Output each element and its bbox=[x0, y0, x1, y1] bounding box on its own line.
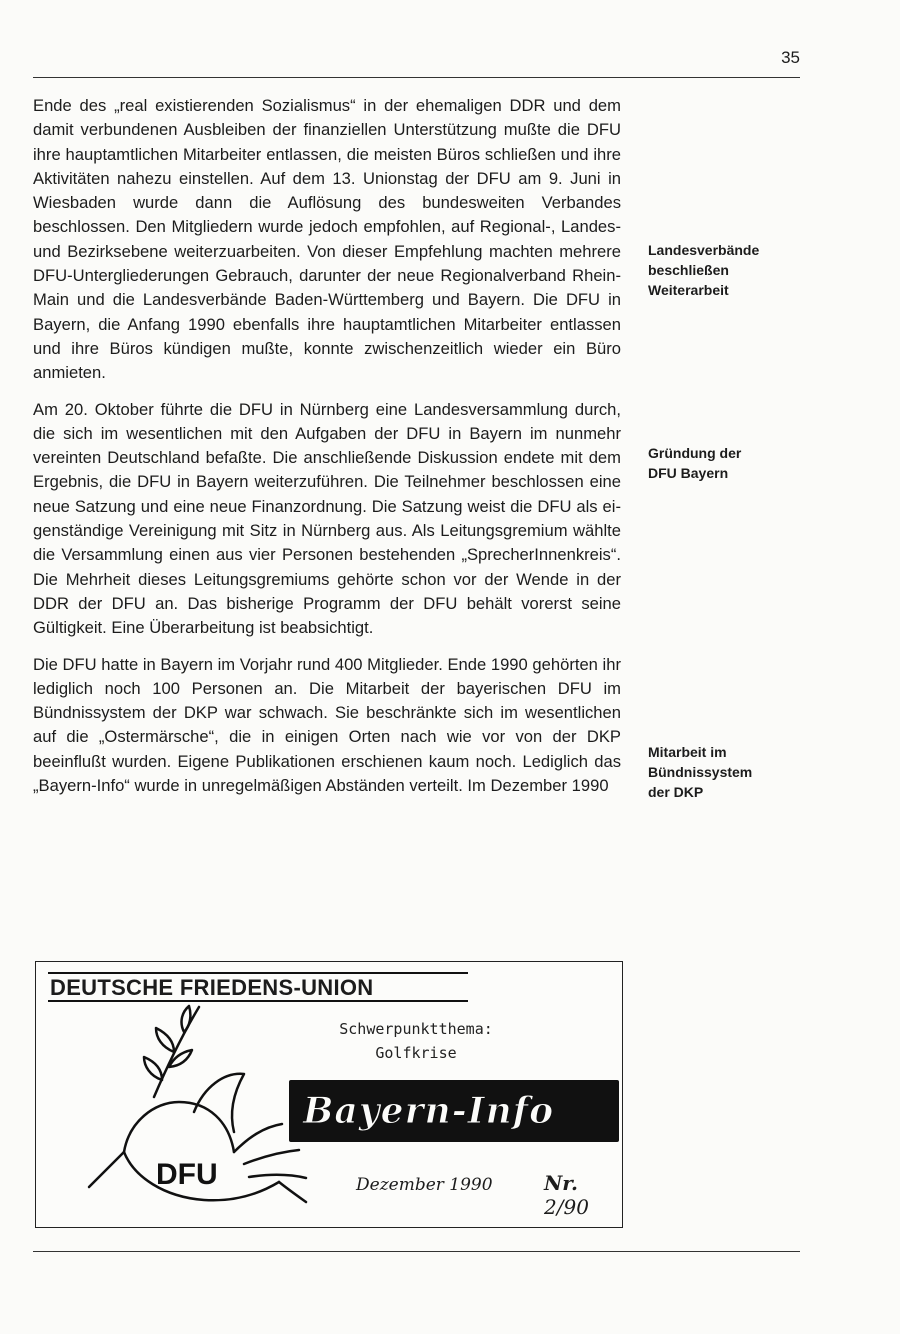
topic-value: Golfkrise bbox=[375, 1044, 457, 1062]
footer-rule bbox=[33, 1251, 800, 1252]
margin-note-gruendung: Gründung der DFU Bayern bbox=[648, 445, 742, 481]
header-rule bbox=[33, 77, 800, 78]
masthead bbox=[48, 972, 468, 1002]
paragraph-3: Die DFU hatte in Bayern im Vorjahr rund 400 Mitglieder. Ende 1990 gehörten ihr lediglich noch 100 Personen an. Die Mitarbeit der bayerischen DFU im Bündnissystem der DKP war schwach. Sie beschränkte sich im wesentlichen auf die „Ostermärsche“, die in einigen Orten nach wie vor von der DKP beeinflußt wurden. Eigene Publikationen erschienen kaum noch. Lediglich das „Bayern-Info“ wurde in unregelmäßigen Abständen verteilt. Im Dezember 1990 bbox=[33, 654, 621, 796]
topic-block bbox=[316, 1017, 516, 1065]
paragraph-2: Am 20. Oktober führte die DFU in Nürnberg eine Landesversammlung durch, die sich im wesentlichen mit den Aufgaben der DFU in Bayern im nunmehr vereinten Deutschland befaßte. Die anschließende Diskussion endete mit dem Ergebnis, die DFU in Bayern weiterzuführen. Die Teilnehmer beschlossen eine neue Satzung und eine neue Finanzordnung. Die Satzung weist die DFU als eigenständige Vereinigung mit Sitz in Nürnberg aus. Als Leitungsgremium wählte die Versammlung einen aus vier Personen bestehenden „SprecherInnenkreis“. Die Mehrheit dieses Leitungsgremiums gehörte schon vor der Wende in der DDR der DFU an. Das bisherige Programm der DFU behält vorerst seine Gültigkeit. Eine Überarbeitung ist beabsichtigt. bbox=[33, 399, 621, 638]
masthead-text: DEUTSCHE FRIEDENS-UNION bbox=[50, 975, 374, 1000]
dove-logo bbox=[84, 1002, 314, 1212]
issue-number: 2/90 bbox=[544, 1195, 589, 1219]
paragraph-1: Ende des „real existierenden Sozialismus“ in der ehemaligen DDR und dem damit verbundenen Ausbleiben der finanziellen Unterstützung mußte die DFU ihre hauptamtlichen Mitarbeiter entlassen, die meisten Büros schließen und ihre Aktivitäten nahezu einstellen. Auf dem 13. Unionstag der DFU am 9. Juni in Wiesbaden wurde dann die Auflösung des bundesweiten Verbandes beschlossen. Den Mitgliedern wurde jedoch empfohlen, auf Regional-, Landes- und Bezirksebene weiterzuarbeiten. Von dieser Empfehlung machten mehrere DFU-Untergliederungen Gebrauch, darunter der neue Regionalverband Rhein-Main und die Landesverbände Baden-Württemberg und Bayern. Die DFU in Bayern, die Anfang 1990 ebenfalls ihre hauptamtlichen Mitarbeiter entlassen und ihre Büros kündigen mußte, konnte zwischenzeitlich wieder ein Büro anmieten. bbox=[33, 96, 621, 383]
topic-label: Schwerpunktthema: bbox=[339, 1020, 493, 1038]
issue-label: Nr. bbox=[544, 1171, 578, 1195]
publication-title: Bayern-Info bbox=[303, 1090, 555, 1132]
page-number: 35 bbox=[781, 48, 800, 67]
dove-icon bbox=[84, 1002, 314, 1212]
issue-number-block bbox=[544, 1171, 622, 1219]
main-text-column bbox=[33, 94, 621, 810]
issue-date: Dezember 1990 bbox=[356, 1175, 493, 1195]
margin-note-landesverbaende: Landesverbände beschließen Weiterarbeit bbox=[648, 242, 760, 298]
publication-title-box bbox=[289, 1080, 619, 1142]
margin-note-mitarbeit: Mitarbeit im Bündnissystem der DKP bbox=[648, 744, 753, 800]
logo-text: DFU bbox=[156, 1158, 218, 1191]
bayern-info-facsimile bbox=[35, 961, 623, 1228]
